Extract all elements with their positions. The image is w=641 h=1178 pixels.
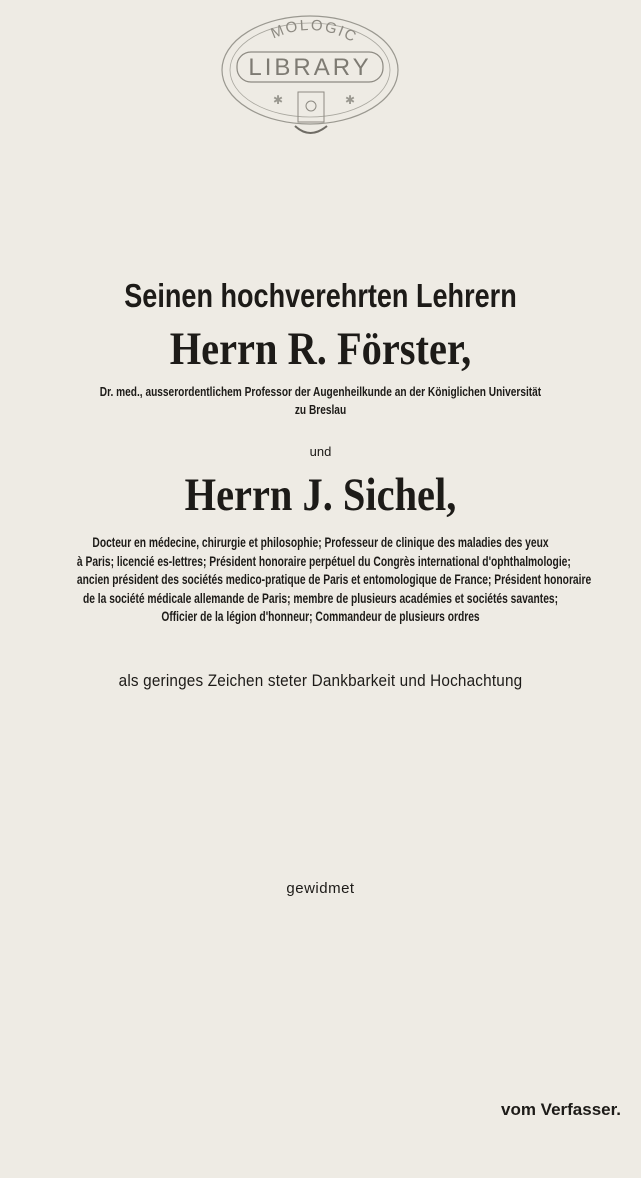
person2-credentials-line: à Paris; licencié es-lettres; Président honoraire perpétuel du Congrès international d'ophthalmologie;	[76, 553, 571, 569]
stamp-center-text: LIBRARY	[248, 54, 372, 81]
stamp-arc-text: MOLOGIC	[268, 16, 361, 47]
person2-credentials	[0, 534, 641, 627]
person2-name: Herrn J. Sichel,	[184, 469, 457, 521]
gratitude-line: als geringes Zeichen steter Dankbarkeit und Hochachtung	[118, 671, 523, 690]
person2-credentials-line: Officier de la légion d'honneur; Commandeur de plusieurs ordres	[161, 609, 480, 624]
svg-text:✱: ✱	[345, 93, 356, 107]
person1-credentials-line: zu Breslau	[294, 402, 347, 417]
person2-credentials-line: de la société médicale allemande de Paris; membre de plusieurs académies et sociétés savantes;	[82, 590, 559, 606]
conjunction: und	[309, 444, 332, 459]
author-line: vom Verfasser.	[500, 1100, 622, 1119]
library-stamp-icon	[215, 8, 405, 140]
person2-credentials-line: ancien président des sociétés medico-pratique de Paris et entomologique de France; Président honoraire	[76, 572, 592, 587]
person1-credentials-line: Dr. med., ausserordentlichem Professor der Augenheilkunde an der Königlichen Universität	[99, 384, 542, 399]
dedicated-word: gewidmet	[286, 880, 355, 897]
person2-credentials-line: Docteur en médecine, chirurgie et philosophie; Professeur de clinique des maladies des yeux	[92, 535, 549, 550]
svg-text:✱: ✱	[273, 93, 284, 107]
person1-name: Herrn R. Förster,	[169, 323, 472, 375]
library-stamp	[215, 8, 405, 140]
dedication-heading: Seinen hochverehrten Lehrern	[124, 277, 517, 314]
